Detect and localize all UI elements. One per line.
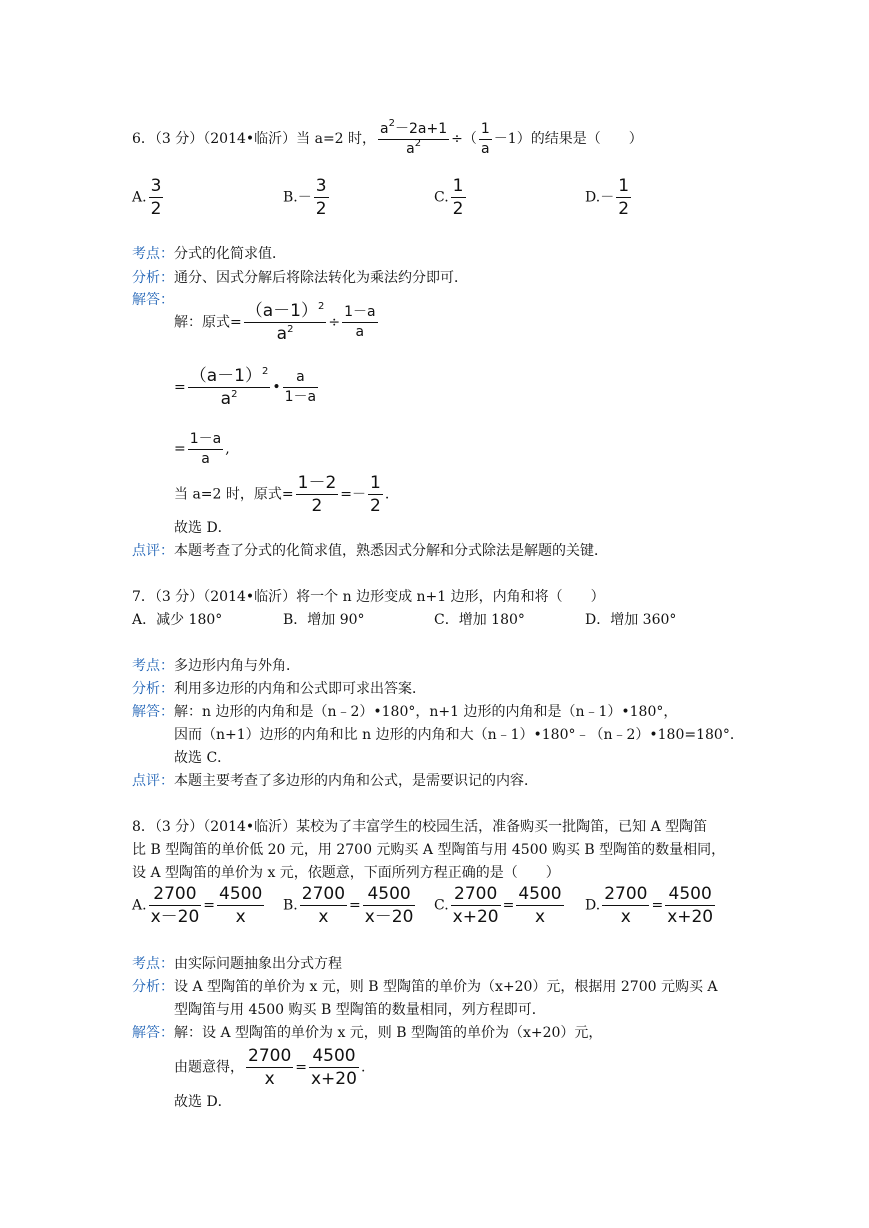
q8-stem-line-1: 8．（3 分）（2014•临沂）某校为了丰富学生的校园生活，准备购买一批陶笛，已知 A 型陶笛	[132, 819, 708, 835]
q8-jieda: 解答：解：设 A 型陶笛的单价为 x 元，则 B 型陶笛的单价为（x+20）元，	[132, 1025, 603, 1041]
q8-stem-line-3: 设 A 型陶笛的单价为 x 元，依题意，下面所列方程正确的是（ ）	[132, 865, 560, 881]
q7-fenxi: 分析：利用多边形的内角和公式即可求出答案．	[132, 681, 426, 697]
q7-choose: 故选 C．	[174, 750, 232, 766]
q7-option-a: A．减少 180°	[132, 612, 223, 628]
q8-option-b: B. $\frac{2700}{x}$ = $\frac{4500}{x-20}$	[283, 884, 414, 927]
q7-option-c: C．增加 180°	[434, 612, 525, 628]
q6-stem-fraction-1: $\frac{a^2-2a+1}{a^2}$	[380, 117, 448, 157]
q8-fenxi-line-2: 型陶笛与用 4500 购买 B 型陶笛的数量相同，列方程即可．	[174, 1002, 546, 1018]
q6-solution-step-3: = $\frac{1-a}{a}$ ,	[174, 430, 230, 467]
q6-option-a: A. $\frac{3}{2}$	[132, 176, 162, 219]
q7-dianping: 点评：本题主要考查了多边形的内角和公式，是需要识记的内容．	[132, 773, 538, 789]
q7-solution-step-2: 因而（n+1）边形的内角和比 n 边形的内角和大（n﹣1）•180°﹣（n﹣2）•180=180°．	[174, 727, 744, 743]
q8-option-c: C. $\frac{2700}{x+20}$ = $\frac{4500}{x}$	[434, 884, 562, 927]
q7-option-b: B．增加 90°	[283, 612, 365, 628]
q8-option-d: D. $\frac{2700}{x}$ = $\frac{4500}{x+20}$	[585, 884, 714, 927]
q7-jieda: 解答：解：n 边形的内角和是（n﹣2）•180°，n+1 边形的内角和是（n﹣1）•180°，	[132, 704, 678, 720]
q6-solution-step-1: 解：原式= $\frac{(a-1)^2}{a^2}$ ÷ $\frac{1-a}{a}$	[174, 301, 376, 344]
q6-fenxi: 分析：通分、因式分解后将除法转化为乘法约分即可．	[132, 270, 468, 286]
q8-kaodian: 考点：由实际问题抽象出分式方程	[132, 956, 342, 972]
q6-option-d: D.－ $\frac{1}{2}$	[585, 176, 630, 219]
q8-choose: 故选 D．	[174, 1094, 232, 1110]
q6-choose: 故选 D．	[174, 520, 232, 536]
q6-option-c: C. $\frac{1}{2}$	[434, 176, 464, 219]
q8-solution-step-2: 由题意得， $\frac{2700}{x}$ = $\frac{4500}{x+20}$ .	[174, 1046, 366, 1089]
q6-stem: 6．（3 分）（2014•临沂）当 a=2 时， $\frac{a^2-2a+1}{a^2}$ ÷（ $\frac{1}{a}$ －1）的结果是（ ）	[132, 117, 643, 157]
q6-solution-step-4: 当 a=2 时，原式= $\frac{1-2}{2}$ =－ $\frac{1}{2}$ .	[174, 473, 390, 516]
q6-option-b: B.－ $\frac{3}{2}$	[283, 176, 327, 219]
q6-jieda-label: 解答：	[132, 292, 174, 308]
q7-option-d: D．增加 360°	[585, 612, 677, 628]
q6-kaodian: 考点：分式的化简求值．	[132, 246, 286, 262]
q7-kaodian: 考点：多边形内角与外角．	[132, 658, 300, 674]
q8-fenxi: 分析：设 A 型陶笛的单价为 x 元，则 B 型陶笛的单价为（x+20）元，根据用 2700 元购买 A	[132, 979, 718, 995]
q8-option-a: A. $\frac{2700}{x-20}$ = $\frac{4500}{x}$	[132, 884, 263, 927]
q8-stem-line-2: 比 B 型陶笛的单价低 20 元，用 2700 元购买 A 型陶笛与用 4500 购买 B 型陶笛的数量相同，	[132, 842, 726, 858]
q6-stem-fraction-2: $\frac{1}{a}$	[480, 120, 490, 157]
q6-dianping: 点评：本题考查了分式的化简求值，熟悉因式分解和分式除法是解题的关键．	[132, 543, 608, 559]
q7-stem: 7．（3 分）（2014•临沂）将一个 n 边形变成 n+1 边形，内角和将（ ）	[132, 589, 605, 605]
q6-solution-step-2: = $\frac{(a-1)^2}{a^2}$ • $\frac{a}{1-a}$	[174, 366, 317, 409]
